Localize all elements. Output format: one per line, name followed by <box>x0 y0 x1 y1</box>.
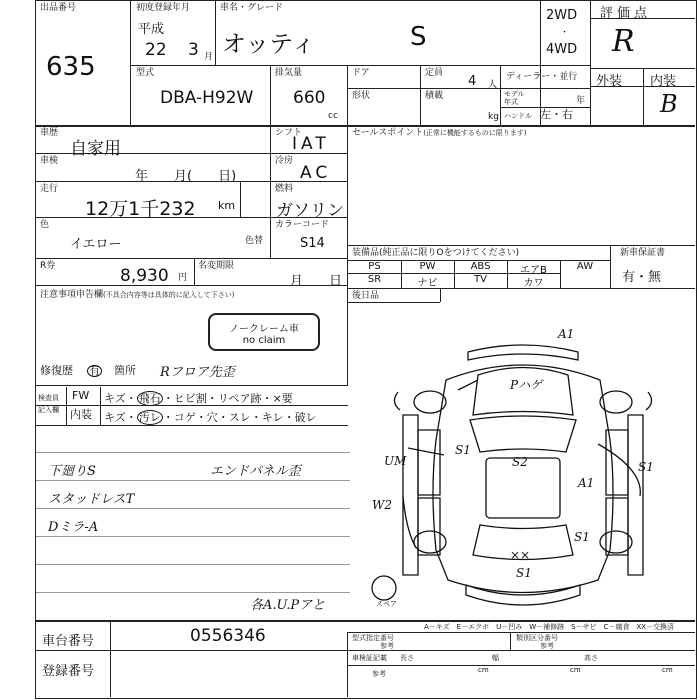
lot-label: 出品番号 <box>40 3 77 13</box>
type-cert-ref: 参考 <box>380 642 394 650</box>
mark-s1-mid: S1 <box>574 530 590 544</box>
rating-score: R <box>612 24 635 59</box>
mark-w2: W2 <box>372 498 392 512</box>
displacement: 660 <box>293 88 326 108</box>
exterior-label: 外装 <box>596 74 623 89</box>
rating-label: 評価点 <box>600 6 652 21</box>
interior-score: B <box>660 90 678 118</box>
note-end-panel: エンドパネル歪 <box>210 464 301 479</box>
shape-label: 形状 <box>352 91 371 101</box>
repair-label: 修復歴 <box>40 364 73 377</box>
displacement-label: 排気量 <box>275 68 303 78</box>
name-change-label: 名変期限 <box>198 261 235 271</box>
first-reg-label: 初度登録年月 <box>136 3 191 13</box>
mark-s1-rear: S1 <box>516 566 532 580</box>
registration-label: 登録番号 <box>42 664 95 679</box>
load-unit: kg <box>488 112 499 122</box>
inspector-label-1: 検査員 <box>38 394 59 402</box>
inspector-label-2: 記入欄 <box>38 406 59 414</box>
fuel-value: ガソリン <box>276 201 344 221</box>
width-label: 幅 <box>492 654 499 662</box>
dealer-label: ディーラー・並行 <box>506 72 578 82</box>
color-code-label: カラーコード <box>275 220 330 230</box>
handle-label: ハンドル <box>504 112 532 120</box>
warranty-value: 有・無 <box>622 270 662 285</box>
mileage-unit: km <box>218 199 236 212</box>
length-label: 長さ <box>400 654 414 662</box>
handle-value: 左・右 <box>540 108 573 121</box>
length-unit: cm <box>478 666 489 674</box>
fw-items: キズ・ 飛石 ・ヒビ割・リペア跡・×要 <box>104 392 293 405</box>
history-value: 自家用 <box>70 139 121 159</box>
inspection-value: 年 月( 日) <box>135 169 237 184</box>
chassis-label: 車台番号 <box>42 634 95 649</box>
noclaim-stamp: ノークレーム車 no claim <box>208 313 320 351</box>
equip-sr: SR <box>367 274 382 285</box>
mark-a1-top: A1 <box>558 327 575 341</box>
mark-xx: ×× <box>510 548 531 562</box>
door-label: ドア <box>352 68 370 78</box>
repaint-label: 色替 <box>245 236 264 246</box>
color-code: S14 <box>300 236 325 251</box>
model-year-unit: 年 <box>576 96 586 106</box>
mark-p-hage: Pハゲ <box>510 378 543 392</box>
capacity-value: 4 <box>468 74 477 89</box>
equip-ps: PS <box>368 261 381 272</box>
repair-place-label: 箇所 <box>114 364 136 377</box>
inspection-cert-ref: 参考 <box>372 670 386 678</box>
drive-2wd: 2WD <box>546 8 578 23</box>
equip-abs: ABS <box>470 261 491 272</box>
equip-tv: TV <box>474 274 487 285</box>
equipment-grid <box>348 260 610 288</box>
mark-s2: S2 <box>512 455 528 469</box>
repair-mark: 有 <box>89 364 100 377</box>
notes-label: 注意事項申告欄(不具合内容等は具体的に記入して下さい) <box>40 290 235 300</box>
recycle-label: R券 <box>40 261 56 271</box>
class-ref: 参考 <box>540 642 554 650</box>
after-items-label: 後日品 <box>352 291 380 301</box>
equip-airbag: エアB <box>520 265 547 276</box>
height-unit: cm <box>662 666 673 674</box>
fuel-label: 燃料 <box>275 184 294 194</box>
repair-place: Rフロア先歪 <box>160 365 235 380</box>
interior-check-label: 内装 <box>70 408 92 421</box>
load-label: 積載 <box>425 91 444 101</box>
drive-4wd: 4WD <box>546 42 578 57</box>
month-unit: 月 <box>204 52 214 62</box>
shift-value: IAT <box>292 134 330 154</box>
inspection-label: 車検 <box>40 156 59 166</box>
note-door-mirror: Dミラ-A <box>48 520 99 535</box>
color-label: 色 <box>40 220 50 230</box>
mark-a1-right: A1 <box>578 476 595 490</box>
equip-navi: ナビ <box>417 278 438 289</box>
height-label: 高さ <box>584 654 598 662</box>
cooler-value: AC <box>300 163 332 183</box>
equip-pw: PW <box>419 261 436 272</box>
model-code-label: 型式 <box>136 68 155 78</box>
width-unit: cm <box>570 666 581 674</box>
reg-month: 3 <box>188 40 199 60</box>
mark-um: UM <box>384 454 407 468</box>
warranty-label: 新車保証書 <box>620 248 666 258</box>
name-change-value: 月 日 <box>290 274 343 289</box>
equip-leather: カワ <box>523 278 544 289</box>
selling-points-label: セールスポイント(正常に機能するものに限ります) <box>352 128 527 138</box>
spare-label: スペア <box>376 600 397 608</box>
fw-label: FW <box>72 389 90 402</box>
car-grade: S <box>410 22 427 52</box>
interior-label: 内装 <box>650 74 677 89</box>
capacity-unit: 人 <box>488 80 498 90</box>
note-studless: スタッドレスT <box>48 492 135 507</box>
equip-aw: AW <box>576 261 594 272</box>
cooler-label: 冷房 <box>275 156 294 166</box>
damage-legend: A－キズ E－エクボ U－凹み W－補修跡 S－サビ C－腐食 XX－交換済 <box>424 623 675 631</box>
shift-label: シフト <box>275 128 303 138</box>
model-year-label: モデル年式 <box>504 90 525 106</box>
interior-items: キズ・ 汚レ ・コゲ・穴・スレ・キレ・破レ <box>104 411 317 424</box>
recycle-value: 8,930 <box>120 266 169 286</box>
mileage-label: 走行 <box>40 184 59 194</box>
reg-year: 22 <box>145 40 167 60</box>
class-label: 類別区分番号 <box>516 634 558 642</box>
model-code: DBA-H92W <box>160 88 254 108</box>
recycle-unit: 円 <box>178 273 188 283</box>
era: 平成 <box>138 22 165 37</box>
car-model: オッティ <box>222 30 316 58</box>
mark-s1-right: S1 <box>638 460 654 474</box>
displacement-unit: cc <box>328 111 338 121</box>
inspection-cert-label: 車検証記載 <box>352 654 387 662</box>
name-label: 車名・グレード <box>220 3 284 13</box>
note-undercarriage: 下廻りS <box>48 464 96 479</box>
color-value: イエロー <box>70 237 122 252</box>
mileage-value: 12万1千232 <box>85 198 196 220</box>
equipment-label: 装備品(純正品に限りOをつけてください) <box>352 248 520 258</box>
history-label: 車歴 <box>40 128 59 138</box>
type-cert-label: 型式指定番号 <box>352 634 394 642</box>
chassis-value: 0556346 <box>190 626 266 646</box>
mark-s1-left: S1 <box>455 443 471 457</box>
note-each: 各A.U.Pアと <box>250 598 326 613</box>
capacity-label: 定員 <box>425 68 444 78</box>
drive-dot: ・ <box>560 28 570 38</box>
lot-number: 635 <box>46 52 96 82</box>
